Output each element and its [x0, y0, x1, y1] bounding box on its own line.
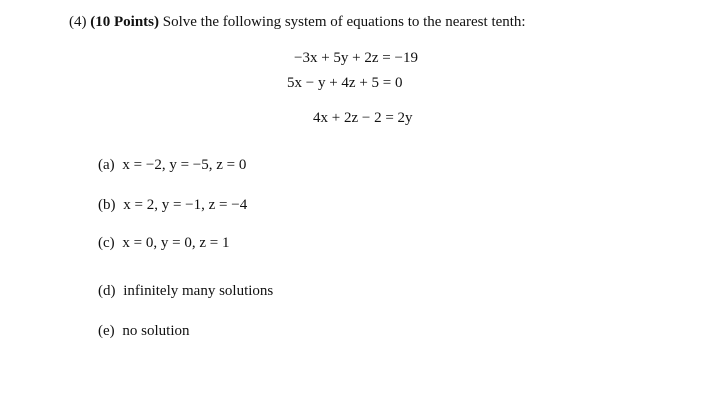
option-text: x = 2, y = −1, z = −4 [123, 197, 248, 213]
option-letter: (c) [98, 235, 115, 251]
option-text: no solution [122, 323, 190, 339]
equation-2: 5x − y + 4z + 5 = 0 [287, 75, 403, 91]
option-letter: (b) [98, 197, 116, 213]
answer-option-e [98, 322, 190, 340]
question-header [69, 13, 526, 31]
equation-3: 4x + 2z − 2 = 2y [313, 110, 413, 126]
option-letter: (a) [98, 157, 115, 173]
answer-option-c [98, 234, 229, 252]
question-number: (4) [69, 14, 87, 30]
equation-1: −3x + 5y + 2z = −19 [294, 50, 418, 66]
answer-option-d [98, 282, 273, 300]
question-points: (10 Points) [90, 14, 159, 30]
option-letter: (e) [98, 323, 115, 339]
option-text: infinitely many solutions [123, 283, 274, 299]
option-text: x = 0, y = 0, z = 1 [122, 235, 230, 251]
answer-option-a [98, 156, 246, 174]
question-prompt: Solve the following system of equations to the nearest tenth: [162, 14, 526, 30]
option-letter: (d) [98, 283, 116, 299]
answer-option-b [98, 196, 247, 214]
option-text: x = −2, y = −5, z = 0 [122, 157, 247, 173]
